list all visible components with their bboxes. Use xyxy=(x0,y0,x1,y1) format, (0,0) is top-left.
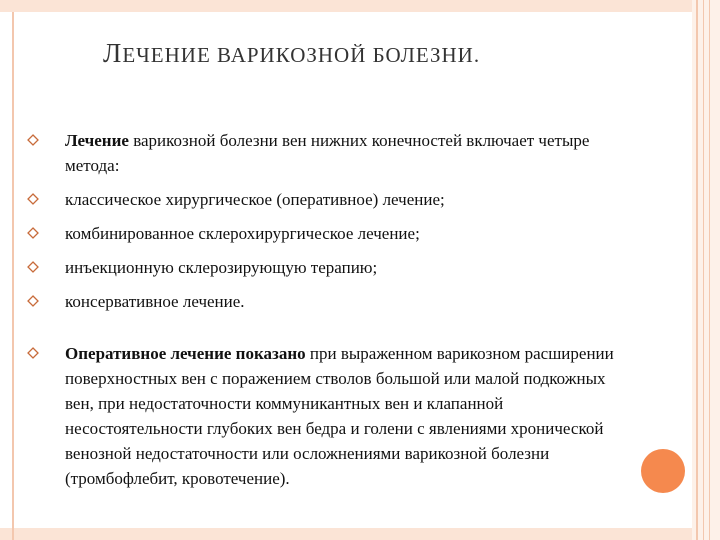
title-first-letter: Л xyxy=(103,38,123,68)
bullet-bold: Оперативное лечение показано xyxy=(65,344,306,363)
frame-bottom xyxy=(0,528,720,540)
bullet-item xyxy=(18,128,638,178)
bullet-item xyxy=(18,255,638,280)
frame-right-line xyxy=(703,0,704,540)
frame-top xyxy=(0,0,720,12)
bullet-bold: Лечение xyxy=(65,131,129,150)
slide-title xyxy=(103,38,480,69)
bullet-item xyxy=(18,289,638,314)
bullet-text: инъекционную склерозирующую терапию; xyxy=(65,258,378,277)
bullet-text: консервативное лечение. xyxy=(65,292,245,311)
diamond-bullet-icon xyxy=(27,261,39,273)
frame-right-line xyxy=(709,0,710,540)
frame-right-line xyxy=(696,0,698,540)
diamond-bullet-icon xyxy=(27,347,39,359)
bullet-item xyxy=(18,221,638,246)
diamond-bullet-icon xyxy=(27,134,39,146)
bullet-item xyxy=(18,187,638,212)
diamond-bullet-icon xyxy=(27,193,39,205)
bullet-text: комбинированное склерохирургическое лечение; xyxy=(65,224,420,243)
bullet-item xyxy=(18,341,638,491)
title-rest: ЕЧЕНИЕ ВАРИКОЗНОЙ БОЛЕЗНИ. xyxy=(122,43,481,67)
bullet-text: классическое хирургическое (оперативное) лечение; xyxy=(65,190,445,209)
frame-left xyxy=(12,12,14,540)
diamond-bullet-icon xyxy=(27,227,39,239)
diamond-bullet-icon xyxy=(27,295,39,307)
bullet-text: варикозной болезни вен нижних конечностей включает четыре метода: xyxy=(65,131,590,175)
bullet-text: при выраженном варикозном расширении поверхностных вен с поражением стволов большой или малой подкожных вен, при недостаточности коммуникантных вен и клапанной несостоятельности глубоких вен бедра и голени с явлениями хронической венозной недостаточности или осложнениями варикозной болезни (тромбофлебит, кровотечение). xyxy=(65,344,614,488)
bullet-list xyxy=(18,128,638,500)
decorative-circle xyxy=(641,449,685,493)
